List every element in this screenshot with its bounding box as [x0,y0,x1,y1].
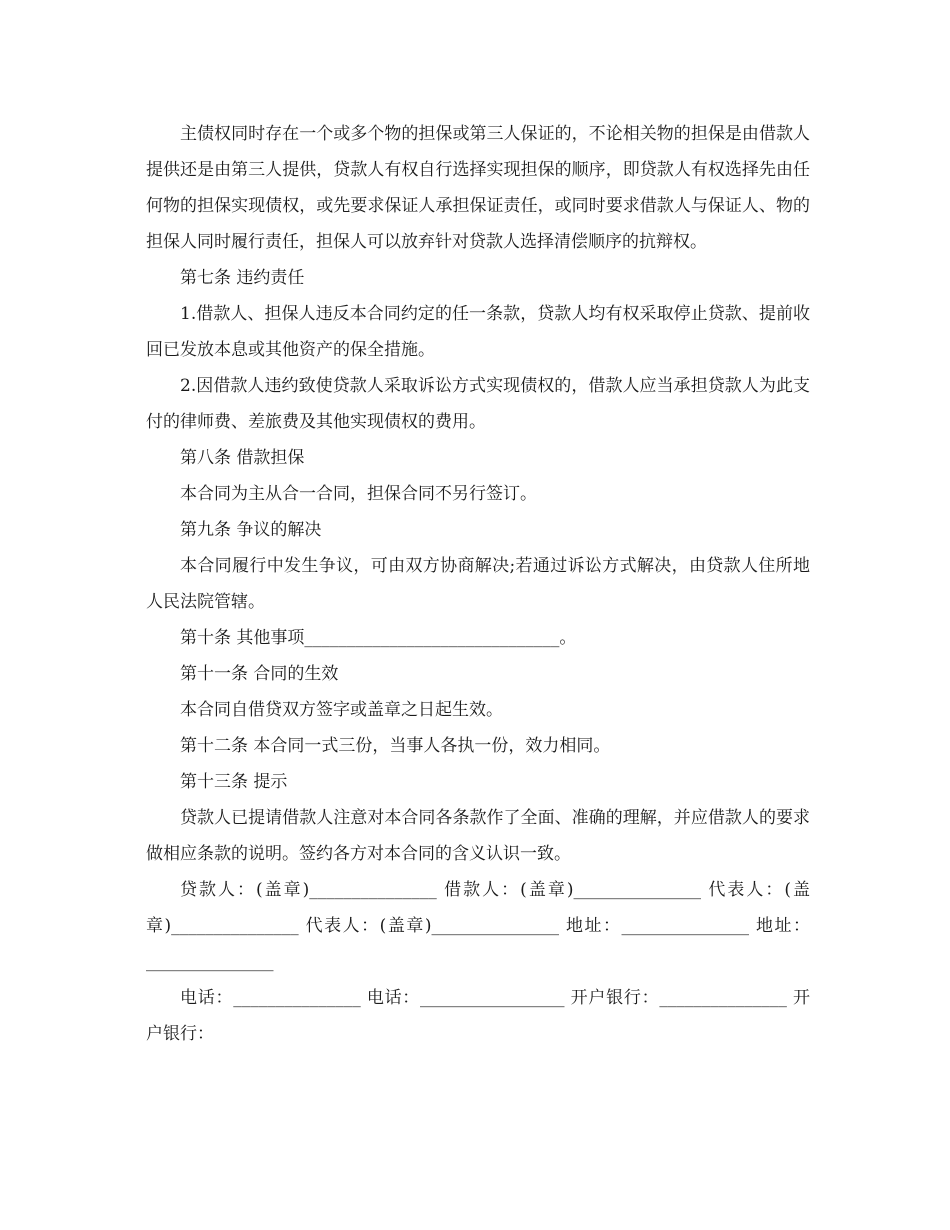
heading-article-10: 第十条 其他事项______________________________。 [180,628,577,648]
heading-article-12: 第十二条 本合同一式三份，当事人各执一份，效力相同。 [180,736,611,756]
heading-article-9: 第九条 争议的解决 [180,520,322,540]
paragraph-article-13: 贷款人已提请借款人注意对本合同各条款作了全面、准确的理解，并应借款人的要求做相应条款的说明。签约各方对本合同的含义认识一致。 [146,808,810,864]
paragraph-article-11: 本合同自借贷双方签字或盖章之日起生效。 [180,700,503,720]
paragraph-article-7-item-1: 1.借款人、担保人违反本合同约定的任一条款，贷款人均有权采取停止贷款、提前收回已发放本息或其他资产的保全措施。 [146,304,810,360]
heading-article-11: 第十一条 合同的生效 [180,664,339,684]
document-body [146,116,810,1052]
paragraph-article-9: 本合同履行中发生争议，可由双方协商解决;若通过诉讼方式解决，由贷款人住所地人民法院管辖。 [146,556,810,612]
paragraph-article-7-item-2: 2.因借款人违约致使贷款人采取诉讼方式实现债权的，借款人应当承担贷款人为此支付的律师费、差旅费及其他实现债权的费用。 [146,376,810,432]
heading-article-7: 第七条 违约责任 [180,268,305,288]
paragraph-guarantee-order: 主债权同时存在一个或多个物的担保或第三人保证的，不论相关物的担保是由借款人提供还是由第三人提供，贷款人有权自行选择实现担保的顺序，即贷款人有权选择先由任何物的担保实现债权，或先要求保证人承担保证责任，或同时要求借款人与保证人、物的担保人同时履行责任，担保人可以放弃针对贷款人选择清偿顺序的抗辩权。 [146,124,810,252]
heading-article-8: 第八条 借款担保 [180,448,305,468]
heading-article-13: 第十三条 提示 [180,772,288,792]
signature-block-contact: 电话：_______________ 电话：_________________ 开户银行：_______________ 开户银行： [146,988,810,1044]
paragraph-article-8: 本合同为主从合一合同，担保合同不另行签订。 [180,484,537,504]
signature-block-parties: 贷款人：(盖章)_______________ 借款人：(盖章)_______________ 代表人：(盖章)_______________ 代表人：(盖章)_______________ 地址：_______________ 地址：_______________ [146,880,810,972]
